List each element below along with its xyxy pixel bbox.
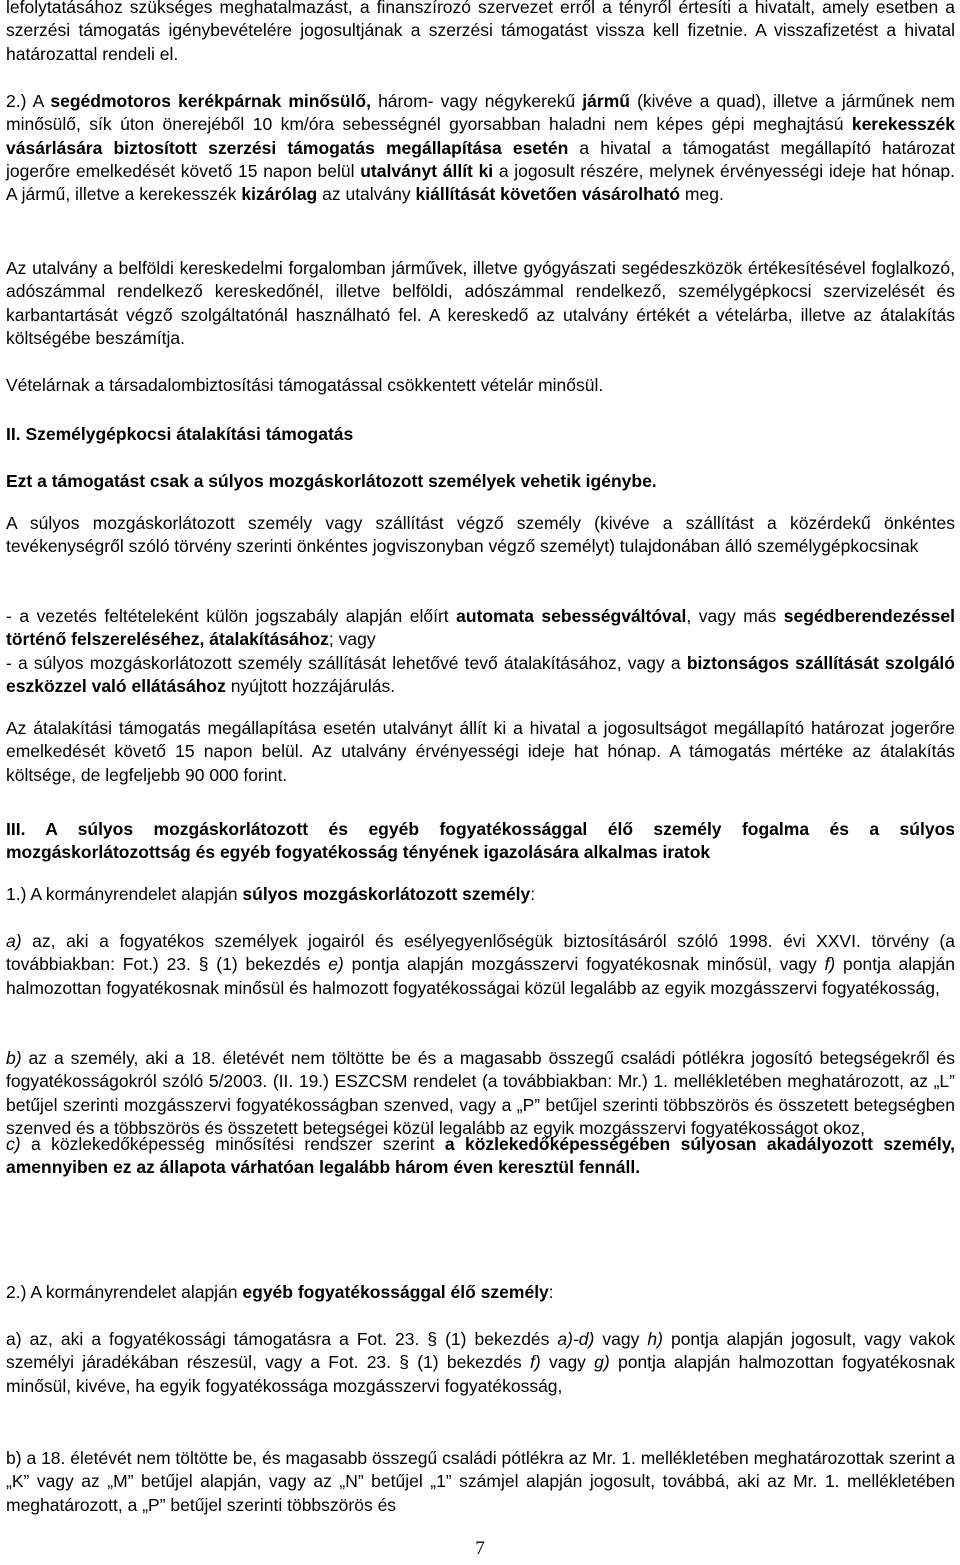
paragraph-item-b xyxy=(6,1047,955,1140)
paragraph-item-a xyxy=(6,930,955,1000)
text: vagy xyxy=(594,1329,648,1349)
text: (kivéve a quad), illetve a járműnek nem minősülő, sík úton önerejéből 10 km/óra sebességnél gyorsabban haladni nem képes gépi meghajtású xyxy=(6,91,956,135)
italic-text: h) xyxy=(647,1329,663,1349)
paragraph-intro: lefolytatásához szükséges meghatalmazást, a finanszírozó szervezet erről a tényről értesíti a hivatalt, amely esetben a szerzési támogatás igénybevételére jogosultjának a szerzési támogatást vissza kell fizetnie. A visszafizetést a hivatal határozattal rendeli el. xyxy=(6,0,955,64)
text: : xyxy=(548,1282,554,1302)
italic-text: b) xyxy=(6,1048,22,1068)
text: a) az, aki a fogyatékossági támogatásra a Fot. 23. § (1) bekezdés xyxy=(6,1329,558,1349)
section-heading-III: III. A súlyos mozgáskorlátozott és egyéb fogyatékossággal élő személy fogalma és a súlyos mozgáskorlátozottság és egyéb fogyatékosság tényének igazolására alkalmas iratok xyxy=(6,819,955,863)
text: pontja alapján mozgásszervi fogyatékosnak minősül, vagy xyxy=(343,954,825,975)
bold-text: súlyos mozgáskorlátozott személy xyxy=(242,884,531,904)
italic-text: c) xyxy=(6,1134,21,1154)
italic-text: a)-d) xyxy=(557,1329,595,1349)
paragraph-item-2b: b) a 18. életévét nem töltötte be, és magasabb összegű családi pótlékra az Mr. 1. mellékletében meghatározottak szerint a „K” vagy az „M” betűjel alapján, vagy az „N” betűjel „1” számjel alapján jogosult, továbbá, aki az Mr. 1. mellékletében meghatározott, a „P” betűjel szerinti többszörös és xyxy=(6,1448,955,1515)
paragraph-conversion: A súlyos mozgáskorlátozott személy vagy szállítást végző személy (kivéve a szállítást a közérdekű önkéntes tevékenységről szóló törvény szerinti önkéntes jogviszonyban végző személyt) tulajdonában álló személygépkocsinak xyxy=(6,513,955,557)
text: ; vagy xyxy=(328,629,376,650)
text: pontja alapján halmozottan fogyatékosnak minősül, kivéve, ha egyik fogyatékossága mozgásszervi fogyatékosság, xyxy=(6,1352,955,1396)
paragraph-conversion-support: Az átalakítási támogatás megállapítása esetén utalványt állít ki a hivatal a jogosultságot megállapító határozat jogerőre emelkedését követő 15 napon belül. Az utalvány érvényességi ideje hat hónap. A támogatás mértéke az átalakítás költsége, de legfeljebb 90 000 forint. xyxy=(6,718,955,785)
text: 2.) A xyxy=(6,91,51,111)
list-item-transport xyxy=(6,652,955,699)
italic-text: g) xyxy=(594,1352,610,1373)
paragraph-purchase-price: Vételárnak a társadalombiztosítási támogatással csökkentett vételár minősül. xyxy=(6,375,604,395)
paragraph-eligibility: Ezt a támogatást csak a súlyos mozgáskorlátozott személyek vehetik igénybe. xyxy=(6,471,657,491)
paragraph-item-c xyxy=(6,1133,955,1180)
italic-text: e) xyxy=(328,954,344,975)
bold-text: a közlekedőképességében súlyosan akadályozott személy, amennyiben ez az állapota várhatóan legalább három éven keresztül fennáll. xyxy=(6,1134,955,1178)
text: három- vagy négykerekű xyxy=(370,91,583,111)
text: az a személy, aki a 18. életévét nem töltötte be és a magasabb összegű családi pótlékra jogosító betegségekről és fogyatékosságokról szóló 5/2003. (II. 19.) ESZCSM rendelet (a továbbiakban: Mr.) 1. mellékletében meghatározott, az „L” betűjel szerinti mozgásszervi fogyatékosságban szenved, vagy a „P” betűjel szerinti többszörös és összetett betegségben szenved és a többszörös és összetett betegségei közül legalább az egyik mozgásszervi fogyatékosságot okoz, xyxy=(6,1048,955,1138)
text: pontja alapján halmozottan fogyatékosnak minősül és halmozott fogyatékosságai közül legalább az egyik mozgásszervi fogyatékosság, xyxy=(6,954,955,998)
text: a jogosult részére, melynek érvényességi ideje hat hónap. A jármű, illetve a kerekesszék xyxy=(6,160,956,205)
italic-text: f) xyxy=(530,1352,541,1373)
bold-text: kiállítását követően vásárolható xyxy=(415,184,681,205)
text: , vagy más xyxy=(686,606,784,626)
bold-text: segédmotoros kerékpárnak minősülő, xyxy=(50,91,371,111)
text: az utalvány xyxy=(317,184,416,205)
page-number: 7 xyxy=(475,1538,485,1559)
text: 1.) A kormányrendelet alapján xyxy=(6,884,243,904)
text: - a súlyos mozgáskorlátozott személy szállítását lehetővé tevő átalakításához, vagy a xyxy=(6,653,687,673)
bold-text: utalványt állít ki xyxy=(360,160,494,181)
text: pontja alapján jogosult, vagy vakok személyi járadékában részesül, vagy a Fot. 23. § (1) bekezdés xyxy=(6,1329,955,1373)
section-heading-II: II. Személygépkocsi átalakítási támogatás xyxy=(6,424,354,444)
paragraph-definition-1 xyxy=(6,883,955,906)
bold-text: kizárólag xyxy=(241,184,318,205)
text: - a vezetés feltételeként külön jogszabály alapján előírt xyxy=(6,606,457,626)
bold-text: automata sebességváltóval xyxy=(456,606,687,626)
paragraph-voucher: Az utalvány a belföldi kereskedelmi forgalomban járművek, illetve gyógyászati segédeszközök értékesítésével foglalkozó, adószámmal rendelkező kereskedőnél, illetve belföldi, adószámmal rendelkező, személygépkocsi szervizelését és karbantartását végző szolgáltatónál használható fel. A kereskedő az utalvány értékét a vételárba, illetve az átalakítás költségébe beszámítja. xyxy=(6,258,955,348)
text: meg. xyxy=(680,184,724,205)
italic-text: f) xyxy=(824,954,836,975)
bold-text: biztonságos szállítását szolgáló eszközzel való ellátásához xyxy=(6,653,955,697)
bold-text: kerekesszék vásárlására biztosított szerzési támogatás megállapítása esetén xyxy=(6,114,955,158)
paragraph-definition-2 xyxy=(6,1281,955,1304)
text: a hivatal a támogatást megállapító határozat jogerőre emelkedését követő 15 napon belül xyxy=(6,137,955,181)
text: nyújtott hozzájárulás. xyxy=(225,676,396,697)
text: az, aki a fogyatékos személyek jogairól és esélyegyenlőségük biztosításáról szóló 1998. évi XXVI. törvény (a továbbiakban: Fot.) 23. § (1) bekezdés xyxy=(6,931,955,975)
text: vagy xyxy=(540,1352,595,1373)
bold-text: jármű xyxy=(582,91,630,111)
paragraph-item-2a xyxy=(6,1328,955,1398)
bold-text: segédberendezéssel történő felszereléséhez, átalakításához xyxy=(6,606,955,650)
text: : xyxy=(530,884,536,904)
bold-text: egyéb fogyatékossággal élő személy xyxy=(242,1282,549,1302)
text: 2.) A kormányrendelet alapján xyxy=(6,1282,243,1302)
list-item-automatic xyxy=(6,605,955,652)
paragraph-2-vehicle xyxy=(6,90,955,206)
text: a közlekedőképesség minősítési rendszer szerint xyxy=(20,1134,445,1154)
italic-text: a) xyxy=(6,931,22,951)
